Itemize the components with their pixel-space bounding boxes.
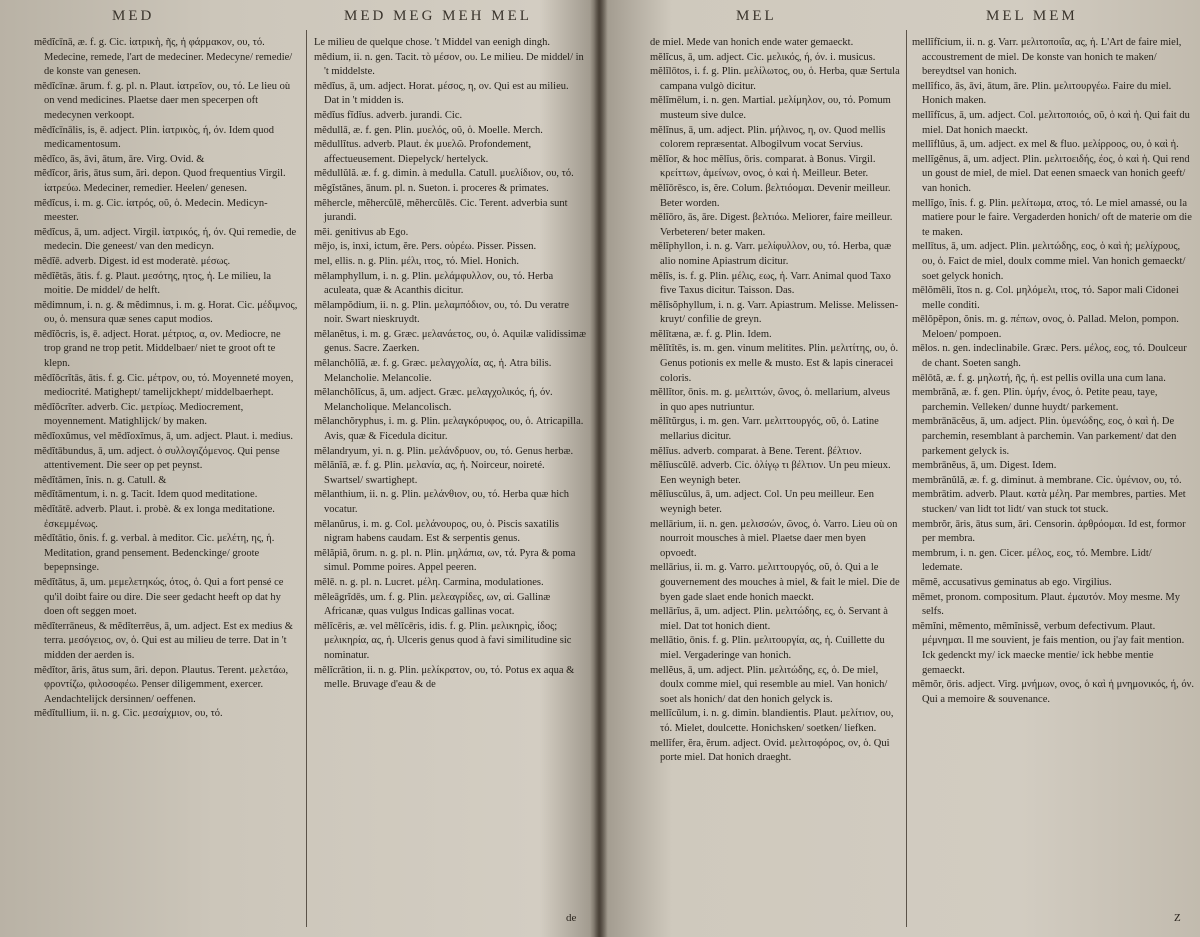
dictionary-entry: mĕgĭstānes, ānum. pl. n. Sueton. i. proceres & primates. xyxy=(314,182,549,194)
dictionary-entry: mēlos. n. gen. indeclinabile. Græc. Pers. μέλος, εος, τό. Doulceur de chant. Soeten sangh. xyxy=(912,343,1187,370)
dictionary-entry: mĕlĭcēris, æ. vel mĕlĭcēris, idis. f. g. Plin. μελικηρὶς, ίδος; μελικηρία, ας, ἡ. Ulceris genus quod à favi similitudine sic nominatur. xyxy=(314,620,572,661)
dictionary-entry: mĕdĭŏcrĭtās, ātis. f. g. Cic. μέτρον, ου, τό. Moyenneté moyen, mediocrité. Matighept/ tamelijckhept/ middelbaerhept. xyxy=(34,372,294,399)
dictionary-entry: mĕllĭtor, ōnis. m. g. μελιττών, ῶνος, ὁ. mellarium, alveus in quo apes nutriuntur. xyxy=(650,387,890,413)
dictionary-entry: mĕdĭcus, ā, um. adject. Virgil. ἰατρικός, ή, όν. Qui remedie, de medecin. Die geneest/ van den medicyn. xyxy=(34,226,297,253)
dictionary-entry: mĕlanthium, ii. n. g. Plin. μελάνθιον, ου, τό. Herba quæ hich vocatur. xyxy=(314,489,570,515)
dictionary-entry: membrānācĕus, ā, um. adject. Plin. ὑμενώδης, εος, ὁ καὶ ἡ. De parchemin, resemblant à parchemin. Van parkement/ dat den parkement gelyck is. xyxy=(912,416,1177,457)
dictionary-entry: mĕdĭtullium, ii. n. g. Cic. μεσαίχμιον, ου, τό. xyxy=(34,708,223,720)
dictionary-entry: mĕleāgrĭdēs, um. f. g. Plin. μελεαγρίδες, ων, αἱ. Gallinæ Africanæ, quas vulgus Indicas gallinas vocat. xyxy=(314,591,551,618)
dictionary-entry: mĕdĭcus, i. m. g. Cic. ἰατρός, οῦ, ὁ. Medecin. Medicyn-meester. xyxy=(34,197,268,224)
dictionary-entry: mĕdĭus, ā, um. adject. Horat. μέσος, η, ον. Qui est au milieu. Dat in 't midden is. xyxy=(314,80,569,107)
dictionary-entry: mĕlanchŏlĭă, æ. f. g. Græc. μελαγχολία, ας, ἡ. Atra bilis. Melancholie. Melancolie. xyxy=(314,358,552,384)
right-page-column-2 xyxy=(912,36,1194,926)
dictionary-entry: mellĭflŭus, ā, um. adject. ex mel & fluo. μελίρροος, ου, ὁ καὶ ἡ. xyxy=(912,139,1179,151)
dictionary-entry: mĕdĭtātus, ā, um. μεμελετηκώς, ότος, ὁ. Qui a fort pensé ce qu'il doibt faire ou dire. Die seer gedacht heeft op dat hy doen oft seggen moet. xyxy=(34,576,284,618)
dictionary-entry: mellītus, ā, um. adject. Plin. μελιτώδης, εος, ὁ καὶ ἡ; μελίχρους, ου, ὁ. Faict de miel, doulx comme miel. Van honich gemaeckt/ soet gelyck honich. xyxy=(912,241,1186,282)
dictionary-entry: mējo, is, inxi, ictum, ĕre. Pers. οὐρέω. Pisser. Pissen. xyxy=(314,241,537,253)
dictionary-entry: mĕlănĭă, æ. f. g. Plin. μελανία, ας, ἡ. Noirceur, noireté. Swartsel/ swartighept. xyxy=(314,460,545,486)
dictionary-entry: mellĭgĕnus, ā, um. adject. Plin. μελιτοειδής, έος, ὁ καὶ ἡ. Qui rend un goust de miel, de miel. Dat eenen smaeck van honich geeft/ van honich. xyxy=(912,153,1190,194)
dictionary-entry: mēmet, pronom. compositum. Plaut. ἐμαυτόν. Moy mesme. My selfs. xyxy=(912,591,1180,618)
dictionary-entry: mĕdium, ii. n. gen. Tacit. τὸ μέσον, ου. Le milieu. De middel/ in 't middelste. xyxy=(314,51,584,78)
dictionary-entry: mĕlĭtæna, æ. f. g. Plin. Idem. xyxy=(650,328,772,340)
dictionary-entry: mēlŏpĕpon, ŏnis. m. g. πέπων, ονος, ὁ. Pallad. Melon, pompon. Meloen/ pompoen. xyxy=(912,314,1179,340)
column-divider xyxy=(306,30,307,927)
dictionary-entry: mĕlanŭrus, i. m. g. Col. μελάνουρος, ου, ὁ. Piscis saxatilis nigram habens caudam. Est & serpentis genus. xyxy=(314,518,559,545)
dictionary-entry: mĕdĭtāmen, ĭnis. n. g. Catull. & xyxy=(34,474,167,486)
dictionary-entry: mellĕus, ā, um. adject. Plin. μελιτώδης, ες, ὁ. De miel, doulx comme miel, qui resemble au miel. Van honich/ soet als honich/ dat den honich gelyck is. xyxy=(650,664,888,705)
dictionary-entry: mĕlĭmēlum, i. n. gen. Martial. μελίμηλον, ου, τό. Pomum musteum sive dulce. xyxy=(650,95,891,121)
dictionary-entry: mĕdimnum, i. n. g. & mĕdimnus, i. m. g. Horat. Cic. μέδιμνος, ου, ὁ. mensura quæ senes caput modios. xyxy=(34,299,298,326)
dictionary-entry: mĕi. genitivus ab Ego. xyxy=(314,226,409,238)
dictionary-entry: mĕlanchŏryphus, i. m. g. Plin. μελαγκόρυφος, ου, ὁ. Atricapilla. Avis, quæ & Ficedula dicitur. xyxy=(314,416,584,443)
dictionary-entry: mellĭfico, ās, āvi, ātum, āre. Plin. μελιτουργέω. Faire du miel. Honich maken. xyxy=(912,80,1172,107)
dictionary-entry: membrum, i. n. gen. Cicer. μέλος, εος, τό. Membre. Lidt/ ledemate. xyxy=(912,547,1152,574)
left-page-header-right: MED MEG MEH MEL xyxy=(344,8,532,24)
dictionary-entry: mĕlē. n. g. pl. n. Lucret. μέλη. Carmina, modulationes. xyxy=(314,576,544,588)
dictionary-entry: mĕlăpiă, ōrum. n. g. pl. n. Plin. μηλάπια, ων, τά. Pyra & poma simul. Pomme poires. Appel peeren. xyxy=(314,547,576,574)
dictionary-entry: mellārius, ii. m. g. Varro. μελιττουργός, οῦ, ὁ. Qui a le gouvernement des mouches à miel, & fait le miel. Die de byen gade slaet ende honich maeckt. xyxy=(650,562,900,603)
dictionary-entry: mĕlĭs, is. f. g. Plin. μέλις, εως, ἡ. Varr. Animal quod Taxo five Taxus dicitur. Taisson. Das. xyxy=(650,270,891,297)
dictionary-entry: mĕdĭtābundus, ā, um. adject. ὁ συλλογιζόμενος. Qui pense attentivement. Die seer op pet peynst. xyxy=(34,445,280,472)
dictionary-entry: mĕlĭlōtos, i. f. g. Plin. μελίλωτος, ου, ὁ. Herba, quæ Sertula campana vulgò dicitur. xyxy=(650,66,900,92)
right-page xyxy=(604,0,1200,937)
dictionary-entry: mĕdĭĕtās, ātis. f. g. Plaut. μεσότης, ητος, ἡ. Le milieu, la moitie. De middel/ de helft. xyxy=(34,270,272,297)
right-page-column-1 xyxy=(650,36,900,926)
dictionary-entry: membrānŭlă, æ. f. g. diminut. à membrane. Cic. ὑμένιον, ου, τό. xyxy=(912,474,1182,486)
dictionary-entry: de miel. Mede van honich ende water gemaeckt. xyxy=(650,37,854,48)
dictionary-entry: mĕlĭtĭtēs, is. m. gen. vinum melitites. Plin. μελιτίτης, ου, ὁ. Genus potionis ex melle & musto. Est & lapis cineracei coloris. xyxy=(650,343,899,384)
dictionary-entry: mĕdullŭlă. æ. f. g. dimin. à medulla. Catull. μυελίδιον, ου, τό. xyxy=(314,168,574,180)
dictionary-entry: mĕlanĕtus, i. m. g. Græc. μελανάετος, ου, ὁ. Aquilæ validissimæ genus. Sacre. Zaerken. xyxy=(314,328,586,355)
dictionary-entry: mĕdĭcīnālis, is, ē. adject. Plin. ἰατρικὸς, ή, όν. Idem quod medicamentosum. xyxy=(34,124,275,151)
dictionary-entry: mēmĕ, accusativus geminatus ab ego. Virgilius. xyxy=(912,576,1112,588)
dictionary-entry: membrātim. adverb. Plaut. κατὰ μέλη. Par membres, parties. Met stucken/ van lidt tot lidt/ van stuck tot stuck. xyxy=(912,489,1186,515)
dictionary-entry: mĕlĭus. adverb. comparat. à Bene. Terent. βέλτιον. xyxy=(650,445,862,457)
dictionary-entry: Le milieu de quelque chose. 't Middel van eenigh dingh. xyxy=(314,37,551,48)
dictionary-entry: mĕdĭcor, āris, ātus sum, āri. depon. Quod frequentius Virgil. ἰατρεύω. Medeciner, remedier. Heelen/ genesen. xyxy=(34,168,286,194)
dictionary-entry: mĕdĭus fĭdĭus. adverb. jurandi. Cic. xyxy=(314,109,463,121)
dictionary-entry: mĕlĭōro, ās, āre. Digest. βελτιόω. Meliorer, faire meilleur. Verbeteren/ beter maken. xyxy=(650,212,893,238)
dictionary-entry: mĕmĭni, mĕmento, mĕmĭnissĕ, verbum defectivum. Plaut. μέμνημαι. Il me souvient, je fais mention, ou j'ay fait mention. Ick gedenckt my/ ick maecke mentie/ ick hebbe mentie gemaeckt. xyxy=(912,620,1185,676)
dictionary-entry: mĕdĭtātē. adverb. Plaut. i. probè. & ex longa meditatione. ἐσκεμμένως. xyxy=(34,504,275,530)
dictionary-entry: membrŏr, āris, ātus sum, āri. Censorin. ἀρθρόομαι. Id est, formor per membra. xyxy=(912,518,1186,545)
right-page-catchword: Z xyxy=(1174,912,1181,924)
dictionary-entry: mĕlamphyllum, i. n. g. Plin. μελάμφυλλον, ου, τό. Herba aculeata, quæ & Acanthis dicitur. xyxy=(314,270,554,297)
right-page-header-right: MEL MEM xyxy=(986,8,1078,24)
dictionary-entry: mellātio, ōnis. f. g. Plin. μελιτουργία, ας, ἡ. Cuillette du miel. Vergaderinge van honich. xyxy=(650,635,885,661)
dictionary-entry: mellĭfĭcus, ā, um. adject. Col. μελιτοποιός, οῦ, ὁ καὶ ἡ. Qui fait du miel. Dat honich maeckt. xyxy=(912,109,1190,136)
dictionary-entry: mellārium, ii. n. gen. μελισσών, ῶνος, ὁ. Varro. Lieu où on nourroit mousches à miel. Plaetse daer men byen opvoedt. xyxy=(650,518,898,559)
dictionary-entry: mĕdĭtor, āris, ātus sum, āri. depon. Plautus. Terent. μελετάω, φροντίζω, φιλοσοφέω. Penser diligemment, exercer. Aendachtelijck dersinnen/ oeffenen. xyxy=(34,664,289,705)
dictionary-entry: mĕdĭco, ās, āvi, ātum, āre. Virg. Ovid. & xyxy=(34,153,205,165)
dictionary-entry: mellĭfĭcium, ii. n. g. Varr. μελιτοποιΐα, ας, ἡ. L'Art de faire miel, accoustrement de miel. De konste van honich te maken/ bereydtsel van honich. xyxy=(912,37,1182,78)
left-page-column-1 xyxy=(34,36,300,926)
dictionary-entry: mĕlĭuscŭlē. adverb. Cic. ὀλίγῳ τι βέλτιον. Un peu mieux. Een weynigh beter. xyxy=(650,460,891,486)
dictionary-entry: mēlōtă, æ. f. g. μηλωτή, ῆς, ἡ. est pellis ovilla una cum lana. xyxy=(912,372,1166,384)
dictionary-entry: membrānĕus, ā, um. Digest. Idem. xyxy=(912,460,1057,472)
dictionary-entry: membrānă, æ. f. gen. Plin. ὑμήν, ένος, ὁ. Petite peau, taye, parchemin. Velleken/ dunne huydt/ parkement. xyxy=(912,387,1158,413)
dictionary-entry: mĕlampŏdium, ii. n. g. Plin. μελαμπόδιον, ου, τό. Du veratre noir. Swart nieskruydt. xyxy=(314,299,570,326)
dictionary-entry: mĕlĭsŏphyllum, i. n. g. Varr. Apiastrum. Melisse. Melissen-kruyt/ confilie de greyn. xyxy=(650,299,899,326)
dictionary-entry: mĕlĭuscŭlus, ā, um. adject. Col. Un peu meilleur. Een weynigh beter. xyxy=(650,489,874,515)
dictionary-entry: mellārĭus, ā, um. adject. Plin. μελιτώδης, ες, ὁ. Servant à miel. Dat tot honich dient. xyxy=(650,606,888,632)
dictionary-entry: mellĭgo, ĭnis. f. g. Plin. μελίτωμα, ατος, τό. Le miel amassé, ou la matiere pour le faire. Vergaderden honich/ oft de materie om die te maken. xyxy=(912,197,1192,238)
left-page-catchword: de xyxy=(566,912,577,924)
dictionary-entry: mĕmŏr, ōris. adject. Virg. μνήμων, ονος, ὁ καὶ ἡ μνημονικός, ή, όν. Qui a memoire & souvenance. xyxy=(912,679,1194,705)
dictionary-entry: mĕdĭtāmentum, i. n. g. Tacit. Idem quod meditatione. xyxy=(34,489,258,501)
dictionary-entry: mĕdĭē. adverb. Digest. id est moderatè. μέσως. xyxy=(34,255,231,267)
dictionary-entry: mĕlĭor, & hoc mĕlĭus, ōris. comparat. à Bonus. Virgil. κρείττων, ἀμείνων, ονος, ὁ καὶ ἡ. Meilleur. Beter. xyxy=(650,153,876,180)
dictionary-entry: mĕlĭcus, ā, um. adject. Cic. μελικός, ή, όν. i. musicus. xyxy=(650,51,876,63)
dictionary-entry: mellĭfer, ĕra, ĕrum. adject. Ovid. μελιτοφόρος, ον, ὁ. Qui porte miel. Dat honich draeght. xyxy=(650,737,890,764)
left-page-header-left: MED xyxy=(112,8,155,24)
dictionary-entry: mĕlĭtŭrgus, i. m. gen. Varr. μελιττουργός, οῦ, ὁ. Latine mellarius dicitur. xyxy=(650,416,879,443)
left-page-column-2 xyxy=(314,36,586,926)
dictionary-entry: mĕlĭōrēsco, is, ĕre. Colum. βελτιόομαι. Devenir meilleur. Beter worden. xyxy=(650,182,891,209)
dictionary-entry: mel, ellis. n. g. Plin. μέλι, ιτος, τό. Miel. Honich. xyxy=(314,255,520,267)
dictionary-entry: mĕlanchŏlĭcus, ā, um. adject. Græc. μελαγχολικός, ή, όν. Melancholique. Melancolisch. xyxy=(314,387,553,413)
dictionary-entry: mĕdĭterrāneus, & mĕdĭterrēus, ā, um. adject. Est ex medius & terra. μεσόγειος, ον, ὁ. Qui est au milieu de terre. Dat in 't midden der aerden is. xyxy=(34,620,293,661)
dictionary-entry: mĕdĭoxŭmus, vel mĕdĭoxĭmus, ā, um. adject. Plaut. i. medius. xyxy=(34,431,293,443)
right-page-header-left: MEL xyxy=(736,8,777,24)
dictionary-entry: mĕdĭŏcrĭter. adverb. Cic. μετρίως. Mediocrement, moyennement. Matighlijck/ by maken. xyxy=(34,401,244,428)
dictionary-entry: mĕlandryum, yi. n. g. Plin. μελάνδρυον, ου, τό. Genus herbæ. xyxy=(314,445,574,457)
dictionary-entry: mĕdĭtātio, ōnis. f. g. verbal. à meditor. Cic. μελέτη, ης, ἡ. Meditation, grand pensement. Bedenckinge/ groote bepepnsinge. xyxy=(34,533,275,574)
left-page xyxy=(0,0,594,937)
dictionary-entry: mēlŏmēli, ĭtos n. g. Col. μηλόμελι, ιτος, τό. Sapor mali Cidonei melle conditi. xyxy=(912,285,1179,311)
dictionary-entry: mellĭcŭlum, i. n. g. dimin. blandientis. Plaut. μελίτιον, ου, τό. Mielet, doulcette. Honichsken/ soetken/ liefken. xyxy=(650,708,894,734)
column-divider xyxy=(906,30,907,927)
dictionary-entry: mĕlĭphyllon, i. n. g. Varr. μελίφυλλον, ου, τό. Herba, quæ alio nomine Apiastrum dicitur. xyxy=(650,241,892,267)
dictionary-entry: mĕdĭŏcris, is, ē. adject. Horat. μέτριος, α, ον. Mediocre, ne trop grand ne trop petit. Middelbaer/ niet te groot oft te klepn. xyxy=(34,328,281,370)
dictionary-entry: mĕdĭcīnā, æ. f. g. Cic. ἰατρικὴ, ῆς, ἡ φάρμακον, ου, τό. Medecine, remede, l'art de medeciner. Medecyne/ remedie/ de konste van genesen. xyxy=(34,37,293,78)
dictionary-entry: mĕlĭnus, ā, um. adject. Plin. μήλινος, η, ον. Quod mellis colorem repræsentat. Albogilvum vocat Servius. xyxy=(650,124,886,151)
dictionary-entry: mĕdullĭtus. adverb. Plaut. ἐκ μυελῶ. Profondement, affectueusement. Diepelyck/ hertelyck. xyxy=(314,139,532,165)
dictionary-entry: mĕdĭcīnæ. ārum. f. g. pl. n. Plaut. ἰατρεῖον, ου, τό. Le lieu où on vend medicines. Plaetse daer men specerpen oft medecynen verkoopt. xyxy=(34,80,291,121)
dictionary-entry: mĕhercle, mĕhercŭlē, mĕhercŭlēs. Cic. Terent. adverbia sunt jurandi. xyxy=(314,197,568,224)
dictionary-entry: mĕlĭcrātion, ii. n. g. Plin. μελίκρατον, ου, τό. Potus ex aqua & melle. Bruvage d'eau & de xyxy=(314,664,575,691)
dictionary-entry: mĕdullā, æ. f. gen. Plin. μυελός, οῦ, ὁ. Moelle. Merch. xyxy=(314,124,543,136)
